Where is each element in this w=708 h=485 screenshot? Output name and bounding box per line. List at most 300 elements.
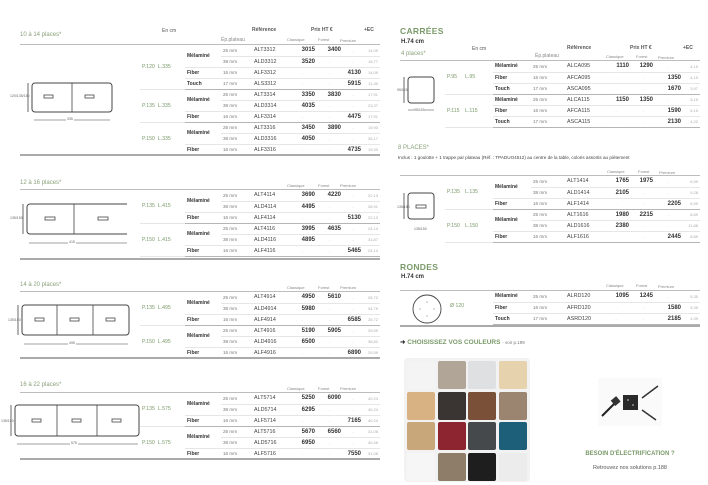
table-cell: ALD4916: [252, 336, 287, 347]
color-swatch[interactable]: [407, 392, 435, 420]
diagram-height-label: 135/150: [397, 205, 410, 209]
table-cell: L.150: [463, 209, 493, 242]
table-cell: -: [343, 303, 363, 314]
table-cell: ALT4116: [252, 223, 287, 234]
table-cell: 34,79: [363, 303, 380, 314]
price-table-8-places: [445, 176, 700, 243]
table-cell: 1580: [655, 302, 683, 313]
table-cell: 22,13: [363, 212, 380, 223]
table-row: [140, 45, 380, 56]
color-swatch[interactable]: [468, 422, 496, 450]
table-cell: ALF1616: [565, 231, 601, 242]
table-cell: -: [343, 292, 363, 303]
table-cell: 25 mm: [221, 190, 252, 201]
table-cell: Fiber: [185, 111, 221, 122]
table-cell: 2130: [655, 116, 683, 127]
round-table-diagram: [410, 292, 444, 326]
table-cell: ALF3314: [252, 111, 287, 122]
table-cell: 16 mm: [221, 347, 252, 358]
table-row: [445, 209, 700, 220]
table-cell: 3400: [317, 45, 343, 56]
table-cell: 3450: [287, 122, 317, 133]
table-cell: -: [317, 347, 343, 358]
table-cell: ALF4914: [252, 314, 287, 325]
table-cell: 38 mm: [221, 437, 252, 448]
table-cell: 25 mm: [221, 89, 252, 100]
table-cell: 26,17: [363, 133, 380, 144]
table-cell: L.135: [463, 176, 493, 209]
table-cell: ASCA115: [565, 116, 601, 127]
table-cell: ALT4914: [252, 292, 287, 303]
color-swatch[interactable]: [499, 453, 527, 481]
table-cell: P.135 L.335: [140, 89, 185, 122]
table-cell: ALD3316: [252, 133, 287, 144]
price-table-16-22: [140, 393, 380, 460]
header-en-cm: En cm: [472, 46, 487, 52]
table-cell: Fiber: [185, 245, 221, 256]
table-cell: Mélaminé: [185, 45, 221, 67]
table-cell: Fiber: [493, 231, 531, 242]
diagram-length-label: 575: [71, 441, 77, 445]
color-swatch[interactable]: [438, 422, 466, 450]
table-cell: 38,82: [363, 336, 380, 347]
table-cell: AFRD120: [565, 302, 601, 313]
square-table-diagram: [398, 190, 443, 232]
table-cell: -: [343, 234, 363, 245]
table-cell: Mélaminé: [185, 223, 221, 245]
section-title-12-16: 12 à 16 places*: [20, 180, 62, 186]
table-cell: L.115: [463, 94, 493, 127]
table-cell: -: [655, 176, 683, 187]
table-cell: -: [601, 302, 631, 313]
header-forest: Forest: [318, 183, 330, 188]
color-swatch[interactable]: [468, 453, 496, 481]
table-cell: P.150 L.495: [140, 325, 185, 358]
table-cell: -: [317, 144, 343, 155]
header-forest: Forest: [638, 169, 650, 174]
table-cell: 5980: [287, 303, 317, 314]
table-cell: 3015: [287, 45, 317, 56]
table-cell: P.95: [445, 61, 463, 94]
table-cell: 17,91: [363, 111, 380, 122]
table-cell: -: [601, 116, 631, 127]
table-row: [140, 122, 380, 133]
table-cell: ALF4916: [252, 347, 287, 358]
table-cell: -: [317, 56, 343, 67]
table-cell: -: [317, 437, 343, 448]
color-swatch[interactable]: [438, 453, 466, 481]
table-cell: ALT5714: [252, 393, 287, 404]
table-cell: 25 mm: [221, 426, 252, 437]
header-forest: Forest: [636, 283, 648, 288]
table-cell: -: [317, 201, 343, 212]
table-cell: 1590: [655, 105, 683, 116]
table-cell: 38 mm: [531, 187, 565, 198]
rondes-diameter: Ø 120: [450, 303, 465, 309]
section-title-14-20: 14 à 20 places*: [20, 282, 62, 288]
table-row: [140, 325, 380, 336]
header-classique: Classique: [287, 386, 305, 391]
table-cell: 5,35: [683, 291, 700, 302]
color-swatch[interactable]: [499, 422, 527, 450]
table-cell: 4635: [317, 223, 343, 234]
table-cell: -: [655, 291, 683, 302]
table-cell: Mélaminé: [493, 94, 531, 105]
table-cell: Touch: [185, 78, 221, 89]
table-cell: 38 mm: [221, 404, 252, 415]
table-cell: 28,91: [363, 201, 380, 212]
table-cell: -: [601, 313, 631, 324]
header-classique: Classique: [287, 183, 305, 188]
table-cell: 2205: [655, 198, 683, 209]
electrification-link[interactable]: Retrouvez nos solutions p.188: [593, 465, 667, 471]
table-cell: 22,13: [363, 190, 380, 201]
price-table-rondes: [493, 291, 700, 325]
table-cell: 6295: [287, 404, 317, 415]
table-cell: 17 mm: [531, 83, 565, 94]
table-cell: -: [655, 209, 683, 220]
table-cell: -: [655, 61, 683, 72]
table-cell: -: [631, 231, 655, 242]
table-cell: 5130: [343, 212, 363, 223]
header-classique: Classique: [606, 54, 624, 59]
table-cell: ALCA115: [565, 94, 601, 105]
table-cell: 4,15: [683, 61, 700, 72]
table-cell: L.95: [463, 61, 493, 94]
table-cell: 1110: [601, 61, 631, 72]
table-cell: 25 mm: [531, 209, 565, 220]
table-cell: 29,59: [363, 347, 380, 358]
table-cell: Fiber: [493, 105, 531, 116]
table-cell: 17 mm: [531, 116, 565, 127]
table-row: [493, 302, 700, 313]
header-classique: Classique: [606, 283, 624, 288]
table-cell: ALD5714: [252, 404, 287, 415]
table-cell: ALF3316: [252, 144, 287, 155]
color-swatch[interactable]: [407, 453, 435, 481]
table-cell: 1670: [655, 83, 683, 94]
table-cell: 6890: [343, 347, 363, 358]
table-cell: 11,88: [683, 220, 700, 231]
table-cell: 14,09: [363, 45, 380, 56]
huit-places-note: Inclus : 1 goulotte + 1 trappe par plateau (Réf. : TPADUO4512) au centre de la table, coloris assortis au piètement: [398, 155, 630, 160]
table-cell: -: [317, 234, 343, 245]
table-cell: 6500: [287, 336, 317, 347]
table-cell: Touch: [493, 83, 531, 94]
table-cell: -: [343, 325, 363, 336]
table-cell: P.150 L.335: [140, 122, 185, 155]
choose-colors-link[interactable]: ➜ CHOISISSEZ VOS COULEURS - voir p.199: [400, 339, 525, 346]
table-cell: 1150: [601, 94, 631, 105]
table-cell: AFCA115: [565, 105, 601, 116]
table-cell: 38 mm: [221, 303, 252, 314]
table-cell: -: [631, 302, 655, 313]
color-swatch[interactable]: [407, 361, 435, 389]
table-cell: 16 mm: [531, 72, 565, 83]
table-row: [140, 89, 380, 100]
header-prix: Prix HT €: [630, 45, 652, 51]
table-cell: Fiber: [185, 212, 221, 223]
table-cell: 16 mm: [531, 105, 565, 116]
table-cell: 16 mm: [221, 245, 252, 256]
table-cell: 1975: [631, 176, 655, 187]
color-swatch[interactable]: [468, 392, 496, 420]
table-cell: -: [317, 100, 343, 111]
table-cell: 1095: [601, 291, 631, 302]
table-cell: Mélaminé: [185, 325, 221, 347]
table-cell: 4475: [343, 111, 363, 122]
table-cell: 24,14: [363, 223, 380, 234]
table-cell: AFCA095: [565, 72, 601, 83]
table-cell: -: [317, 212, 343, 223]
table-cell: 5,15: [683, 105, 700, 116]
table-cell: 8,89: [683, 231, 700, 242]
header-ec: +EC: [683, 45, 693, 51]
table-cell: ALD1616: [565, 220, 601, 231]
table-cell: 6,99: [683, 176, 700, 187]
table-cell: 38 mm: [221, 201, 252, 212]
table-cell: -: [287, 347, 317, 358]
table-cell: ALT1616: [565, 209, 601, 220]
table-cell: 5670: [287, 426, 317, 437]
header-reference: Référence: [252, 27, 277, 33]
table-cell: Fiber: [185, 314, 221, 325]
color-swatch[interactable]: [438, 392, 466, 420]
table-cell: -: [317, 448, 343, 459]
table-cell: 1980: [601, 209, 631, 220]
table-cell: -: [317, 415, 343, 426]
table-cell: 17,91: [363, 89, 380, 100]
rondes-title: RONDES: [400, 262, 439, 272]
table-cell: ALF4116: [252, 245, 287, 256]
table-cell: ALT3314: [252, 89, 287, 100]
header-forest: Forest: [318, 37, 330, 42]
table-cell: -: [631, 187, 655, 198]
table-cell: -: [343, 133, 363, 144]
table-cell: -: [343, 437, 363, 448]
arrow-right-icon: ➜: [400, 339, 406, 346]
table-row: [445, 176, 700, 187]
table-cell: 40,24: [363, 415, 380, 426]
table-cell: 4130: [343, 67, 363, 78]
section-title-10-14: 10 à 14 places*: [20, 32, 62, 38]
table-cell: Mélaminé: [185, 292, 221, 314]
diagram-length-label: 135/150: [414, 227, 427, 231]
table-cell: P.150 L.415: [140, 223, 185, 256]
diagram-height-label: 135/150: [1, 419, 14, 423]
table-cell: Mélaminé: [185, 426, 221, 448]
table-cell: ALD5716: [252, 437, 287, 448]
table-cell: -: [631, 83, 655, 94]
table-cell: -: [317, 404, 343, 415]
table-cell: ALF5716: [252, 448, 287, 459]
price-table-14-20: [140, 292, 380, 359]
table-cell: 25 mm: [221, 223, 252, 234]
header-classique: Classique: [287, 37, 305, 42]
table-cell: ALD4116: [252, 234, 287, 245]
table-cell: 8,89: [683, 209, 700, 220]
table-cell: 6560: [317, 426, 343, 437]
table-cell: Mélaminé: [185, 122, 221, 144]
table-row: [140, 292, 380, 303]
table-cell: 25 mm: [221, 122, 252, 133]
table-cell: 25 mm: [531, 61, 565, 72]
table-cell: Mélaminé: [493, 176, 531, 198]
table-cell: P.135 L.575: [140, 393, 185, 426]
table-cell: Fiber: [185, 144, 221, 155]
table-cell: -: [601, 198, 631, 209]
table-cell: 19,93: [363, 144, 380, 155]
header-forest: Forest: [318, 386, 330, 391]
table-cell: 6,99: [683, 198, 700, 209]
table-cell: 6950: [287, 437, 317, 448]
table-cell: Fiber: [493, 198, 531, 209]
table-cell: ASCA095: [565, 83, 601, 94]
header-classique: Classique: [287, 285, 305, 290]
table-cell: 16 mm: [531, 302, 565, 313]
table-cell: -: [317, 314, 343, 325]
table-cell: Fiber: [185, 67, 221, 78]
table-cell: 16 mm: [221, 314, 252, 325]
table-cell: 6585: [343, 314, 363, 325]
table-cell: -: [343, 201, 363, 212]
price-table-10-14: [140, 45, 380, 156]
table-cell: 16 mm: [221, 212, 252, 223]
table-cell: -: [317, 303, 343, 314]
table-cell: -: [287, 415, 317, 426]
header-premium: Premium: [340, 38, 357, 43]
table-cell: -: [287, 448, 317, 459]
table-cell: 25 mm: [221, 292, 252, 303]
table-cell: 29,59: [363, 325, 380, 336]
table-cell: ALT4114: [252, 190, 287, 201]
table-cell: 4950: [287, 292, 317, 303]
table-cell: -: [317, 67, 343, 78]
table-row: [493, 291, 700, 302]
color-swatch[interactable]: [438, 361, 466, 389]
table-cell: 4495: [287, 201, 317, 212]
price-table-12-16: [140, 190, 380, 257]
table-cell: 38 mm: [221, 56, 252, 67]
table-cell: ALF1414: [565, 198, 601, 209]
table-cell: 3890: [317, 122, 343, 133]
table-cell: 3690: [287, 190, 317, 201]
color-swatch[interactable]: [499, 361, 527, 389]
table-row: [445, 61, 700, 72]
table-cell: 3520: [287, 56, 317, 67]
header-forest: Forest: [636, 54, 648, 59]
table-cell: 38 mm: [221, 100, 252, 111]
color-swatch[interactable]: [468, 361, 496, 389]
table-cell: Fiber: [493, 72, 531, 83]
table-cell: -: [317, 111, 343, 122]
table-row: [140, 223, 380, 234]
table-cell: ALT3312: [252, 45, 287, 56]
table-cell: 4220: [317, 190, 343, 201]
header-premium: Premium: [340, 386, 357, 391]
header-premium: Premium: [340, 285, 357, 290]
table-cell: Mélaminé: [493, 291, 531, 302]
table-cell: 25 mm: [531, 291, 565, 302]
table-cell: P.150: [445, 209, 463, 242]
table-cell: -: [287, 111, 317, 122]
table-cell: -: [343, 223, 363, 234]
table-cell: 38 mm: [221, 234, 252, 245]
header-ec: +EC: [364, 27, 374, 33]
table-cell: -: [601, 72, 631, 83]
table-cell: -: [343, 89, 363, 100]
table-cell: -: [631, 116, 655, 127]
table-cell: P.115: [445, 94, 463, 127]
table-cell: -: [343, 45, 363, 56]
table-cell: 1350: [631, 94, 655, 105]
table-cell: -: [317, 336, 343, 347]
table-cell: Mélaminé: [185, 89, 221, 111]
color-swatch[interactable]: [499, 392, 527, 420]
table-cell: 16 mm: [531, 198, 565, 209]
table-row: [140, 393, 380, 404]
table-cell: ALCA095: [565, 61, 601, 72]
table-cell: 31,08: [363, 448, 380, 459]
table-cell: 3350: [287, 89, 317, 100]
table-cell: -: [343, 190, 363, 201]
table-cell: -: [343, 122, 363, 133]
table-cell: -: [601, 105, 631, 116]
table-cell: 5610: [317, 292, 343, 303]
table-cell: 17 mm: [221, 78, 252, 89]
table-cell: -: [631, 105, 655, 116]
color-swatch[interactable]: [407, 422, 435, 450]
table-cell: P.120 L.335: [140, 45, 185, 89]
table-cell: ALD3314: [252, 100, 287, 111]
table-cell: -: [655, 94, 683, 105]
table-cell: 16 mm: [221, 415, 252, 426]
table-cell: 4,39: [683, 313, 700, 324]
table-cell: 4,15: [683, 72, 700, 83]
header-premium: Premium: [658, 55, 675, 60]
table-cell: 6090: [317, 393, 343, 404]
table-cell: 25 mm: [221, 45, 252, 56]
table-cell: Fiber: [493, 302, 531, 313]
table-cell: Mélaminé: [493, 61, 531, 72]
table-cell: P.135 L.415: [140, 190, 185, 223]
table-cell: 31,08: [363, 426, 380, 437]
table-cell: ALRD120: [565, 291, 601, 302]
header-reference: Référence: [567, 45, 592, 51]
table-cell: -: [287, 245, 317, 256]
table-cell: 16 mm: [221, 67, 252, 78]
table-cell: 17 mm: [531, 313, 565, 324]
table-cell: -: [343, 56, 363, 67]
header-forest: Forest: [318, 285, 330, 290]
table-cell: 31,87: [363, 234, 380, 245]
table-cell: 40,24: [363, 393, 380, 404]
table-cell: -: [655, 220, 683, 231]
table-cell: ALS3312: [252, 78, 287, 89]
table-cell: -: [343, 393, 363, 404]
header-ep-plateau: Ép.plateau: [535, 53, 559, 59]
table-cell: ALF4114: [252, 212, 287, 223]
table-cell: ALD4114: [252, 201, 287, 212]
table-cell: -: [343, 336, 363, 347]
table-cell: 25 mm: [531, 94, 565, 105]
diagram-length-label: 335: [67, 117, 73, 121]
table-cell: 11,40: [363, 78, 380, 89]
table-cell: -: [343, 404, 363, 415]
table-cell: 2380: [601, 220, 631, 231]
table-cell: 7165: [343, 415, 363, 426]
table-cell: Mélaminé: [185, 393, 221, 415]
